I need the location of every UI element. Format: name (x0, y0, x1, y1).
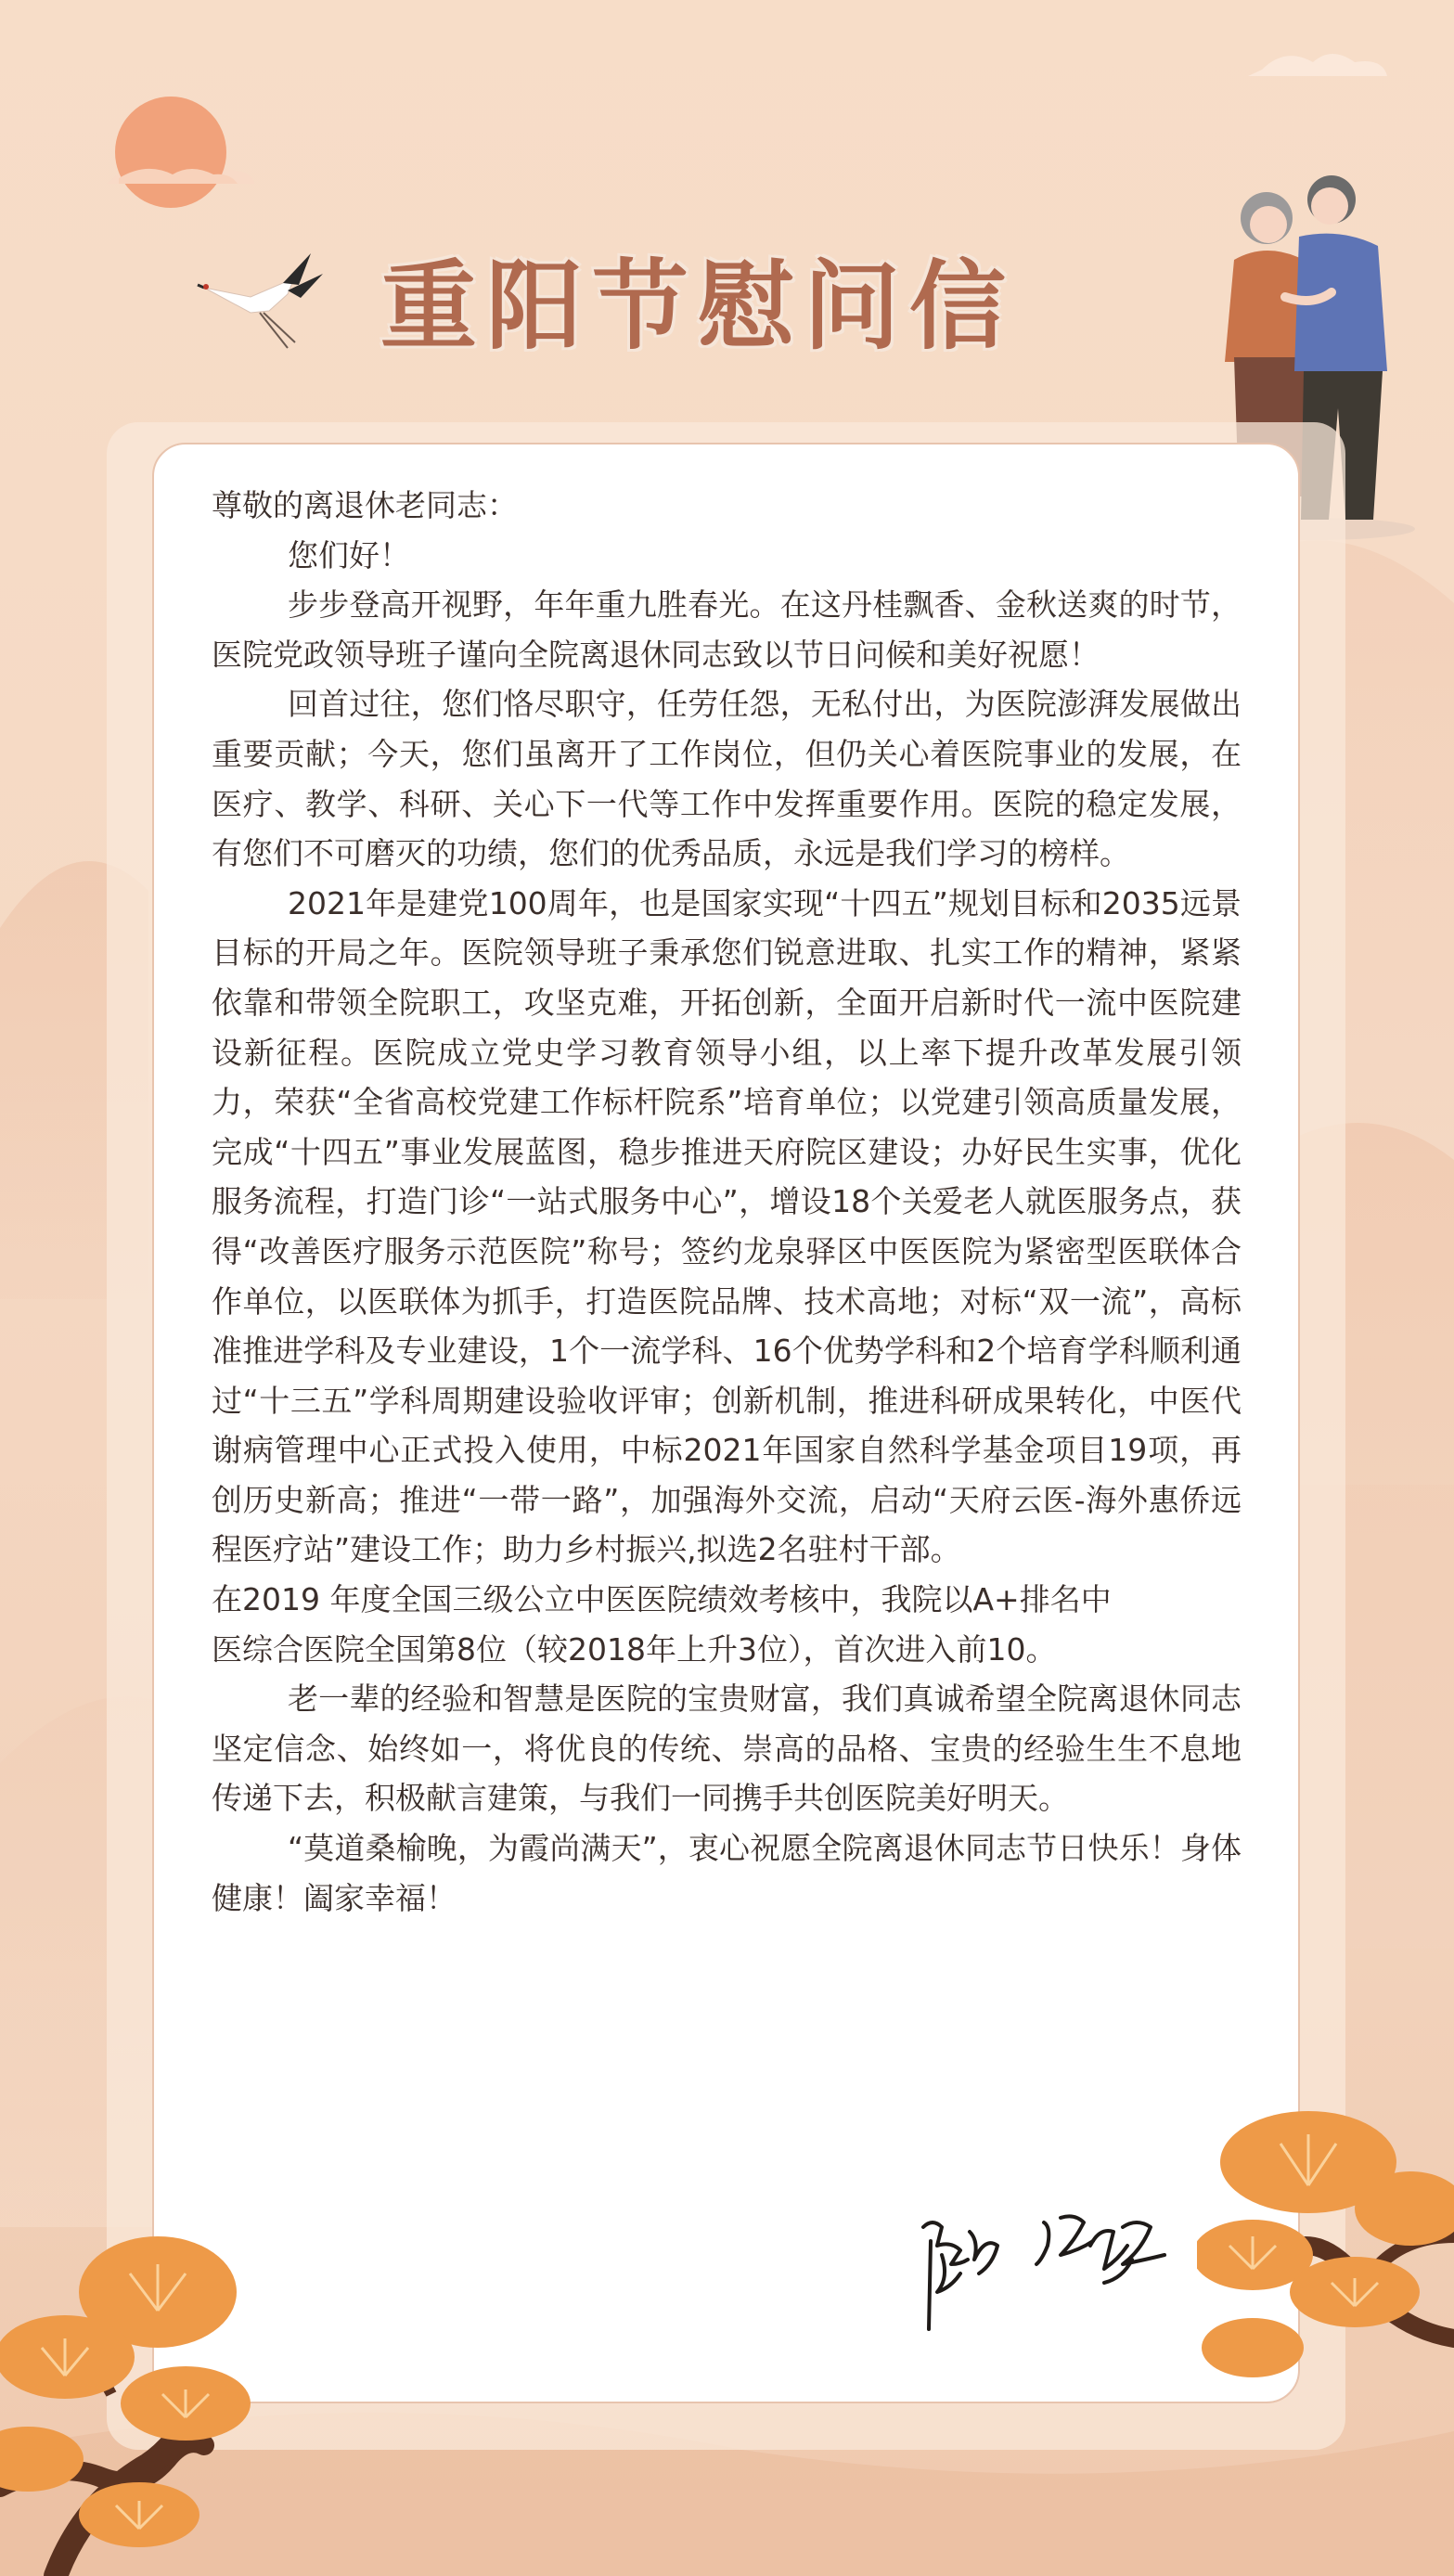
letter-paragraph: 老一辈的经验和智慧是医院的宝贵财富，我们真诚希望全院离退休同志坚定信念、始终如一，将优良的传统、崇高的品格、宝贵的经验生生不息地传递下去，积极献言建策，与我们一同携手共创医院美好明天。 (212, 1681, 1242, 1817)
letter-greeting: 您们好！ (288, 536, 410, 573)
letter-paragraph: 步步登高开视野，年年重九胜春光。在这丹桂飘香、金秋送爽的时节，医院党政领导班子谨向全院离退休同志致以节日问候和美好祝愿！ (212, 586, 1242, 673)
sun-icon (111, 93, 241, 223)
letter-salutation: 尊敬的离退休老同志： (212, 487, 518, 523)
crane-icon (195, 246, 325, 357)
pine-tree-right (1197, 2106, 1454, 2413)
pine-tree-left (0, 2209, 269, 2576)
letter-ranking-line: 医综合医院全国第8位（较2018年上升3位），首次进入前10。 (212, 1630, 1057, 1668)
letter-paragraph: 2021年是建党100周年，也是国家实现“十四五”规划目标和2035远景目标的开局之年。医院领导班子秉承您们锐意进取、扎实工作的精神，紧紧依靠和带领全院职工，攻坚克难，开拓创新，全面开启新时代一流中医院建设新征程。医院成立党史学习教育领导小组，以上率下提升改革发展引领力，荣获“全省高校党建工作标杆院系”培育单位；以党建引领高质量发展，完成“十四五”事业发展蓝图，稳步推进天府院区建设；办好民生实事，优化服务流程，打造门诊“一站式服务中心”，增设18个关爱老人就医服务点，获得“改善医疗服务示范医院”称号；签约龙泉驿区中医医院为紧密型医联体合作单位，以医联体为抓手，打造医院品牌、技术高地；对标“双一流”，高标准推进学科及专业建设，1个一流学科、16个优势学科和2个培育学科顺利通过“十三五”学科周期建设验收评审；创新机制，推进科研成果转化，中医代谢病管理中心正式投入使用，中标2021年国家自然科学基金项目19项，再创历史新高；推进“一带一路”，加强海外交流，启动“天府云医-海外惠侨远程医疗站”建设工作；助力乡村振兴,拟选2名驻村干部。 (212, 884, 1242, 1568)
letter-ranking-line: 在2019 年度全国三级公立中医医院绩效考核中，我院以A+排名中 (212, 1581, 1112, 1618)
letter-body (212, 481, 1242, 1923)
letter-paragraph: 回首过往，您们恪尽职守，任劳任怨，无私付出，为医院澎湃发展做出重要贡献；今天，您们虽离开了工作岗位，但仍关心着医院事业的发展，在医疗、教学、科研、关心下一代等工作中发挥重要作用。医院的稳定发展，有您们不可磨灭的功绩，您们的优秀品质，永远是我们学习的榜样。 (212, 686, 1242, 872)
letter-closing: “莫道桑榆晚，为霞尚满天”，衷心祝愿全院离退休同志节日快乐！身体健康！阖家幸福！ (212, 1830, 1242, 1916)
handwritten-signature (905, 2190, 1192, 2348)
page-title: 重阳节慰问信 (380, 250, 1016, 363)
